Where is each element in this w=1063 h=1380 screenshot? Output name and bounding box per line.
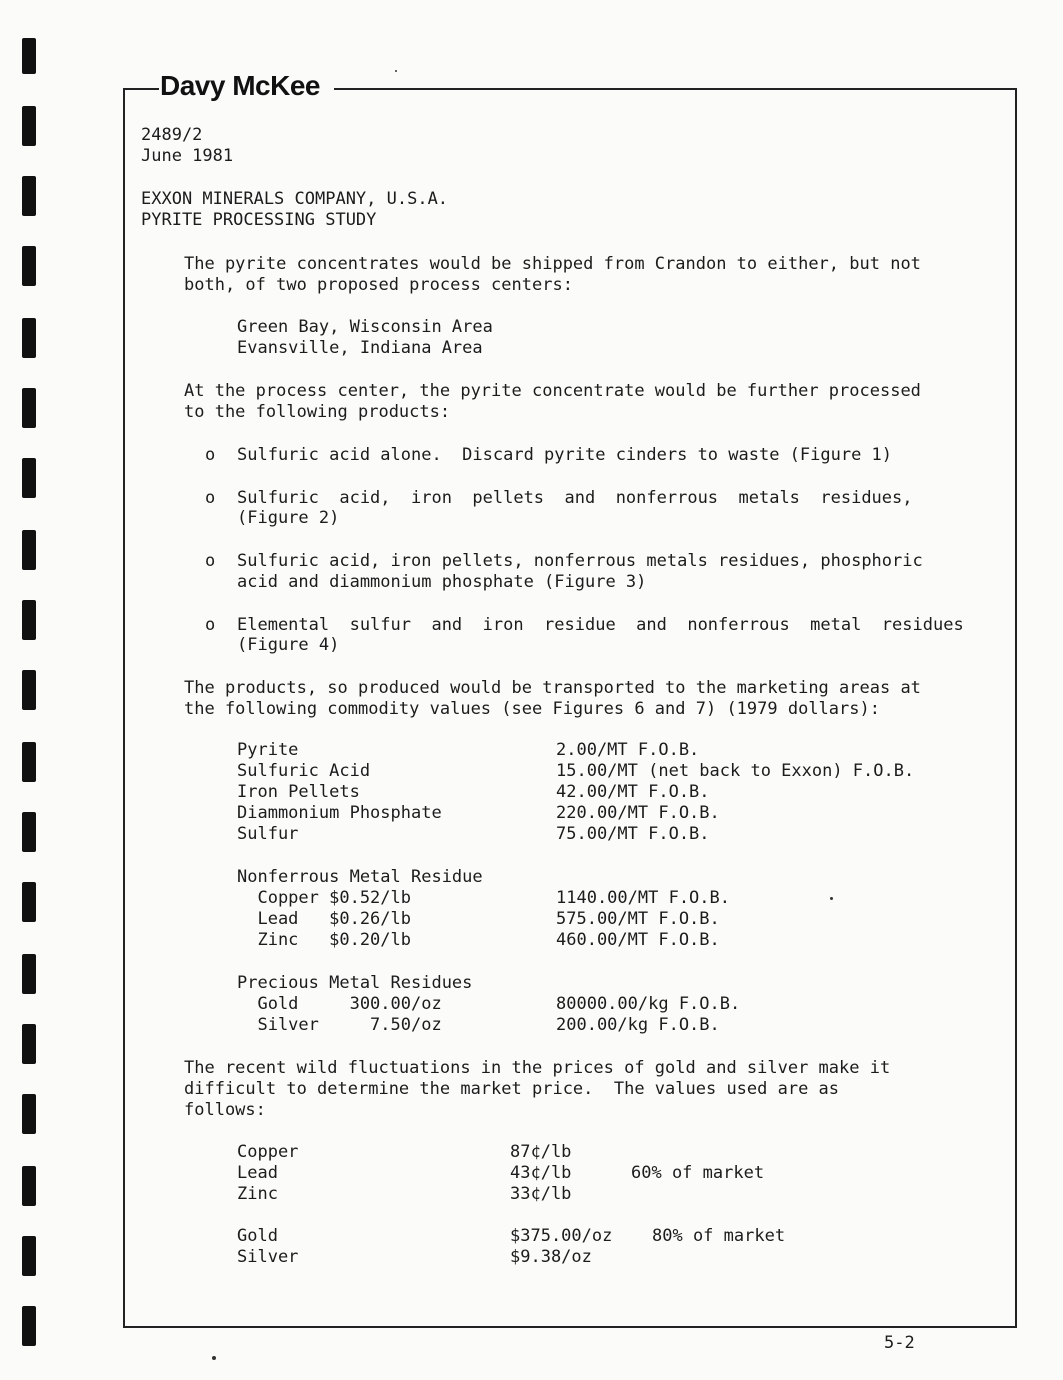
commodity-name: Pyrite bbox=[237, 740, 299, 760]
paragraph-line: follows: bbox=[184, 1100, 266, 1120]
paragraph-line: to the following products: bbox=[184, 402, 451, 422]
binding-mark bbox=[22, 742, 36, 782]
commodity-name: Sulfur bbox=[237, 824, 299, 844]
company-logo: Davy McKee bbox=[160, 70, 320, 101]
commodity-value: 15.00/MT (net back to Exxon) F.O.B. bbox=[556, 761, 915, 781]
paragraph-line: The recent wild fluctuations in the prices of gold and silver make it bbox=[184, 1058, 891, 1078]
scan-speck bbox=[830, 897, 833, 900]
metal-price: $9.38/oz bbox=[510, 1247, 592, 1267]
metal-price: $375.00/oz bbox=[510, 1226, 613, 1246]
binding-mark bbox=[22, 1166, 36, 1206]
market-note: 80% of market bbox=[652, 1226, 786, 1246]
market-note: 60% of market bbox=[631, 1163, 765, 1183]
metal-name: Silver bbox=[237, 1247, 299, 1267]
binding-mark bbox=[22, 246, 36, 286]
bullet-text: (Figure 2) bbox=[237, 508, 340, 528]
residue-value: 460.00/MT F.O.B. bbox=[556, 930, 720, 950]
binding-mark bbox=[22, 38, 36, 74]
binding-mark bbox=[22, 318, 36, 358]
commodity-name: Diammonium Phosphate bbox=[237, 803, 442, 823]
paragraph-line: both, of two proposed process centers: bbox=[184, 275, 573, 295]
document-subtitle: PYRITE PROCESSING STUDY bbox=[141, 210, 377, 230]
process-center: Green Bay, Wisconsin Area bbox=[237, 317, 493, 337]
page-number: 5-2 bbox=[884, 1333, 915, 1353]
residue-name: Copper $0.52/lb bbox=[237, 888, 411, 908]
residue-name: Zinc $0.20/lb bbox=[237, 930, 411, 950]
bullet-text: Sulfuric acid alone. Discard pyrite cinders to waste (Figure 1) bbox=[237, 445, 893, 465]
binding-mark bbox=[22, 882, 36, 922]
paragraph-line: difficult to determine the market price. The values used are as bbox=[184, 1079, 840, 1099]
bullet-marker: o bbox=[205, 445, 216, 465]
frame-top-rule bbox=[123, 88, 159, 90]
document-date: June 1981 bbox=[141, 146, 234, 166]
bullet-marker: o bbox=[205, 615, 216, 635]
binding-mark bbox=[22, 1236, 36, 1276]
bullet-text: acid and diammonium phosphate (Figure 3) bbox=[237, 572, 647, 592]
commodity-value: 42.00/MT F.O.B. bbox=[556, 782, 710, 802]
bullet-marker: o bbox=[205, 488, 216, 508]
residue-value: 80000.00/kg F.O.B. bbox=[556, 994, 741, 1014]
metal-name: Copper bbox=[237, 1142, 299, 1162]
binding-mark bbox=[22, 458, 36, 498]
metal-price: 33¢/lb bbox=[510, 1184, 572, 1204]
binding-mark bbox=[22, 176, 36, 216]
binding-mark bbox=[22, 1094, 36, 1134]
binding-mark bbox=[22, 1306, 36, 1346]
bullet-marker: o bbox=[205, 551, 216, 571]
bullet-text: Sulfuric acid, iron pellets, nonferrous metals residues, phosphoric bbox=[237, 551, 923, 571]
document-ref: 2489/2 bbox=[141, 125, 203, 145]
commodity-name: Iron Pellets bbox=[237, 782, 360, 802]
commodity-name: Sulfuric Acid bbox=[237, 761, 371, 781]
binding-mark bbox=[22, 106, 36, 146]
section-heading: Precious Metal Residues bbox=[237, 973, 473, 993]
commodity-value: 75.00/MT F.O.B. bbox=[556, 824, 710, 844]
bullet-text: (Figure 4) bbox=[237, 635, 340, 655]
commodity-value: 2.00/MT F.O.B. bbox=[556, 740, 700, 760]
metal-price: 87¢/lb bbox=[510, 1142, 572, 1162]
bullet-text: Sulfuric acid, iron pellets and nonferrous metals residues, bbox=[237, 488, 913, 508]
metal-name: Gold bbox=[237, 1226, 278, 1246]
residue-name: Silver 7.50/oz bbox=[237, 1015, 442, 1035]
document-title: EXXON MINERALS COMPANY, U.S.A. bbox=[141, 189, 449, 209]
section-heading: Nonferrous Metal Residue bbox=[237, 867, 483, 887]
paragraph-line: At the process center, the pyrite concentrate would be further processed bbox=[184, 381, 921, 401]
residue-value: 575.00/MT F.O.B. bbox=[556, 909, 720, 929]
metal-name: Zinc bbox=[237, 1184, 278, 1204]
paragraph-line: the following commodity values (see Figures 6 and 7) (1979 dollars): bbox=[184, 699, 880, 719]
residue-value: 200.00/kg F.O.B. bbox=[556, 1015, 720, 1035]
commodity-value: 220.00/MT F.O.B. bbox=[556, 803, 720, 823]
paragraph-line: The products, so produced would be transported to the marketing areas at bbox=[184, 678, 921, 698]
binding-mark bbox=[22, 530, 36, 570]
binding-mark bbox=[22, 1024, 36, 1064]
metal-price: 43¢/lb bbox=[510, 1163, 572, 1183]
residue-name: Gold 300.00/oz bbox=[237, 994, 442, 1014]
residue-name: Lead $0.26/lb bbox=[237, 909, 411, 929]
binding-mark bbox=[22, 600, 36, 640]
metal-name: Lead bbox=[237, 1163, 278, 1183]
paragraph-line: The pyrite concentrates would be shipped from Crandon to either, but not bbox=[184, 254, 921, 274]
binding-mark bbox=[22, 388, 36, 428]
scan-speck bbox=[212, 1356, 216, 1360]
bullet-text: Elemental sulfur and iron residue and nonferrous metal residues bbox=[237, 615, 964, 635]
binding-mark bbox=[22, 670, 36, 710]
frame-top-rule bbox=[334, 88, 1015, 90]
residue-value: 1140.00/MT F.O.B. bbox=[556, 888, 730, 908]
binding-mark bbox=[22, 954, 36, 994]
scan-speck bbox=[395, 70, 397, 72]
binding-mark bbox=[22, 812, 36, 852]
process-center: Evansville, Indiana Area bbox=[237, 338, 483, 358]
